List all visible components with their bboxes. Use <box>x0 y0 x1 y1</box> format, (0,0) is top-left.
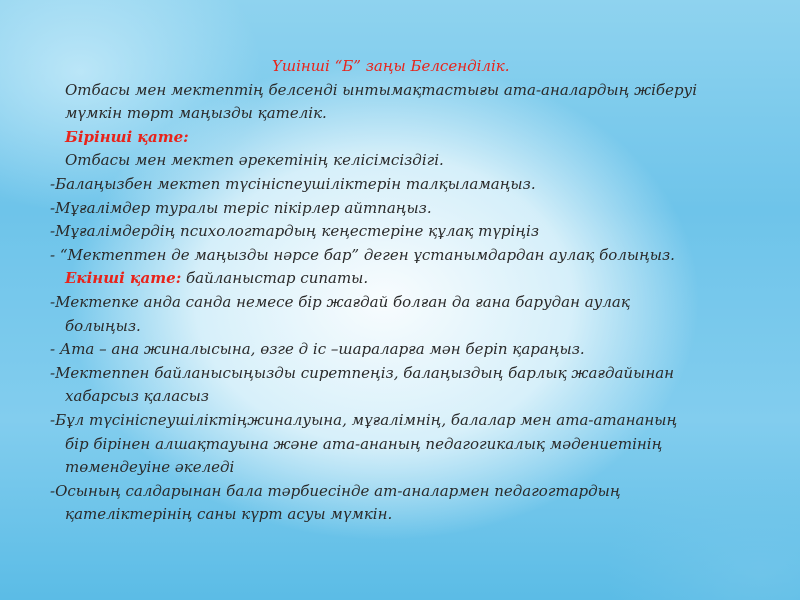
slide-title: Үшінші “Б” заңы Белсенділік. <box>272 57 510 75</box>
error2-line: бір бірінен алшақтауына және ата-ананың педагогикалық мәдениетінің <box>65 434 663 453</box>
error2-line: -Бұл түсініспеушіліктіңжиналуына, мұғалімнің, балалар мен ата-атананың <box>50 410 678 429</box>
error2-heading-line <box>50 267 750 291</box>
error2-line: - Ата – ана жиналысына, өзге д іс –шараларға мән беріп қараңыз. <box>50 340 585 359</box>
error2-line: -Мектеппен байланысыңызды сиретпеңіз, балаңыздың барлық жағдайынан <box>50 363 675 382</box>
error1-line: - “Мектептен де маңызды нәрсе бар” деген ұстанымдардан аулақ болыңыз. <box>50 245 675 264</box>
error1-line: -Мұғалімдер туралы теріс пікірлер айтпаңыз. <box>50 198 432 217</box>
intro-line: мүмкін төрт маңызды қателік. <box>65 104 327 123</box>
error1-line: -Мұғалімдердің психологтардың кеңестеріне құлақ түріңіз <box>50 222 539 241</box>
error2-heading-rest: байланыстар сипаты. <box>181 269 369 288</box>
error2-line: болыңыз. <box>65 316 141 335</box>
error1-line: Отбасы мен мектеп әрекетінің келісімсіздігі. <box>65 151 444 170</box>
error1-line: -Балаңызбен мектеп түсініспеушіліктерін талқыламаңыз. <box>50 174 536 193</box>
error2-heading: Екінші қате: <box>65 269 182 288</box>
error2-line: төмендеуіне әкеледі <box>65 458 235 477</box>
intro-line: Отбасы мен мектептің белсенді ынтымақтастығы ата-аналардың жіберуі <box>65 80 698 99</box>
error2-line: хабарсыз қаласыз <box>65 387 209 406</box>
slide-text-block <box>50 55 750 527</box>
error1-heading: Бірінші қате: <box>65 127 189 146</box>
error2-line: қателіктерінің саны күрт асуы мүмкін. <box>65 505 393 524</box>
error2-line: -Осының салдарынан бала тәрбиесінде ат-аналармен педагогтардың <box>50 481 621 500</box>
error2-line: -Мектепке анда санда немесе бір жағдай болған да ғана барудан аулақ <box>50 292 630 311</box>
